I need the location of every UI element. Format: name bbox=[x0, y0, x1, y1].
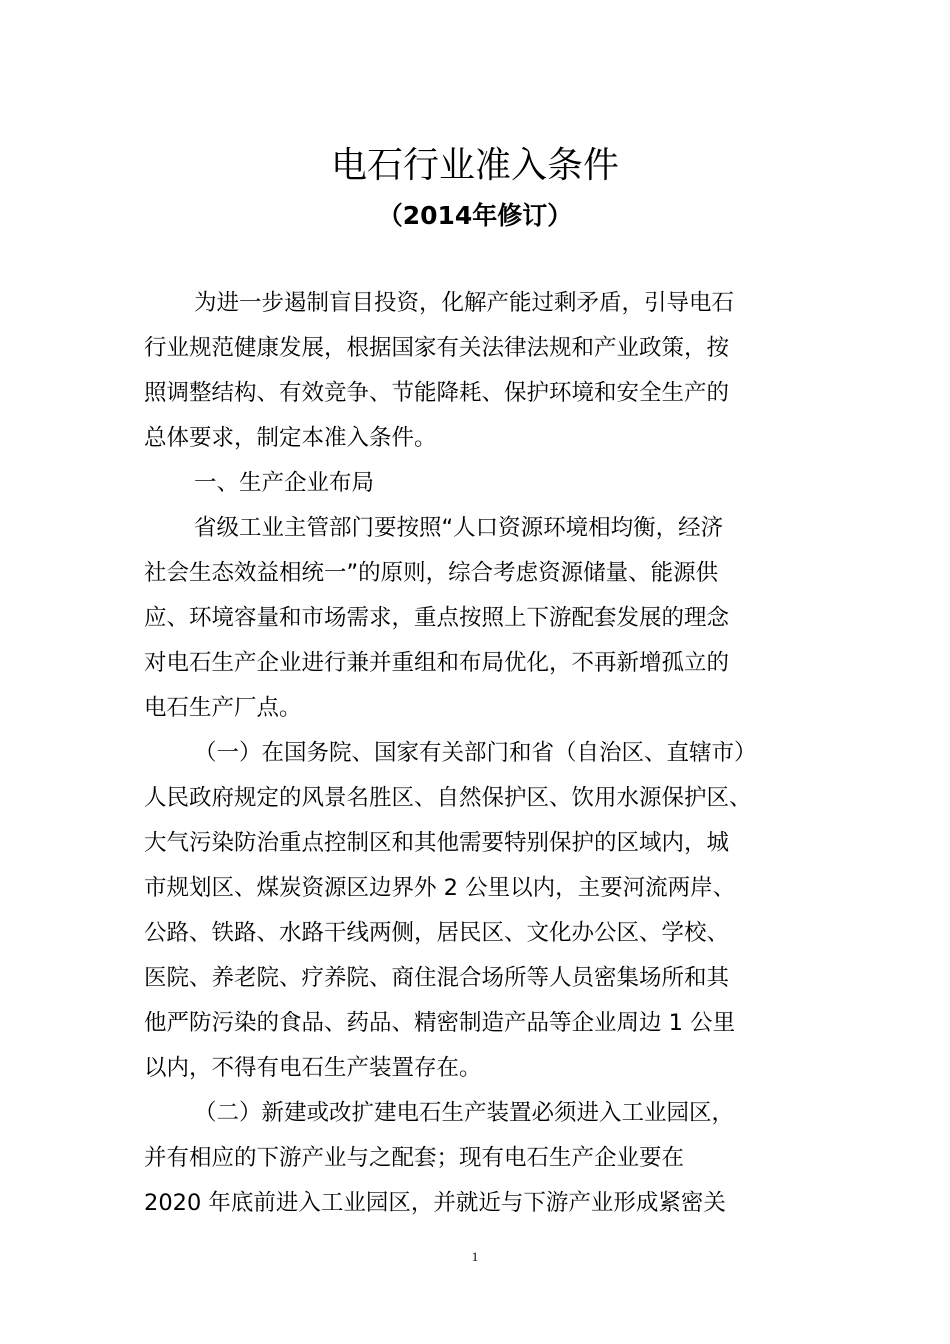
body-line: 大气污染防治重点控制区和其他需要特别保护的区域内，城 bbox=[144, 830, 730, 856]
body-line: 社会生态效益相统一”的原则，综合考虑资源储量、能源供 bbox=[144, 560, 719, 586]
body-line: 应、环境容量和市场需求，重点按照上下游配套发展的理念 bbox=[144, 605, 730, 631]
body-line: 公路、铁路、水路干线两侧，居民区、文化办公区、学校、 bbox=[144, 920, 730, 946]
body-line: 市规划区、煤炭资源区边界外 2 公里以内，主要河流两岸、 bbox=[144, 875, 736, 901]
body-line: 对电石生产企业进行兼并重组和布局优化，不再新增孤立的 bbox=[144, 650, 730, 676]
body-line: 以内，不得有电石生产装置存在。 bbox=[144, 1055, 482, 1081]
document-subtitle: （2014年修订） bbox=[377, 201, 573, 230]
body-line: （二）新建或改扩建电石生产装置必须进入工业园区， bbox=[194, 1100, 735, 1126]
document-title: 电石行业准入条件 bbox=[330, 145, 619, 186]
body-line: 人民政府规定的风景名胜区、自然保护区、饮用水源保护区、 bbox=[144, 785, 752, 811]
body-line: 省级工业主管部门要按照“人口资源环境相均衡，经济 bbox=[194, 515, 724, 541]
body-line: 总体要求，制定本准入条件。 bbox=[144, 425, 437, 451]
body-line: 2020 年底前进入工业园区，并就近与下游产业形成紧密关 bbox=[144, 1190, 726, 1216]
body-line: 他严防污染的食品、药品、精密制造产品等企业周边 1 公里 bbox=[144, 1010, 736, 1036]
body-line: 并有相应的下游产业与之配套；现有电石生产企业要在 bbox=[144, 1145, 685, 1171]
body-line: 行业规范健康发展，根据国家有关法律法规和产业政策，按 bbox=[144, 335, 730, 361]
page-number: 1 bbox=[471, 1249, 479, 1264]
section-heading: 一、生产企业布局 bbox=[194, 470, 375, 496]
body-line: 照调整结构、有效竞争、节能降耗、保护环境和安全生产的 bbox=[144, 380, 730, 406]
body-line: 电石生产厂点。 bbox=[144, 695, 302, 721]
body-line: （一）在国务院、国家有关部门和省（自治区、直辖市） bbox=[194, 740, 757, 766]
body-line: 医院、养老院、疗养院、商住混合场所等人员密集场所和其 bbox=[144, 965, 730, 991]
body-line: 为进一步遏制盲目投资，化解产能过剩矛盾，引导电石 bbox=[194, 290, 735, 316]
